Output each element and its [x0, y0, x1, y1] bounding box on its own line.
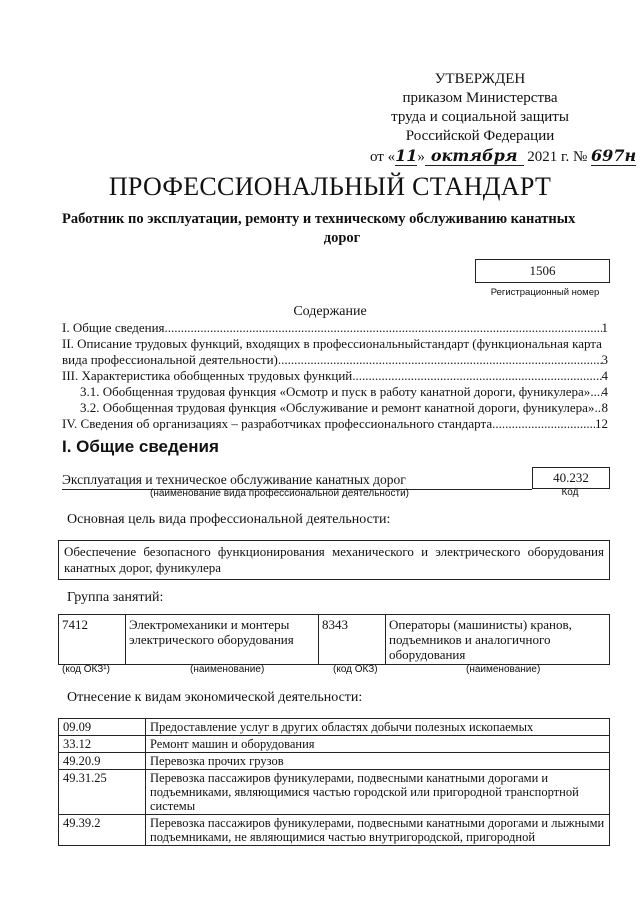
okved-name: Ремонт машин и оборудования [146, 736, 610, 753]
okz-code: 8343 [319, 615, 386, 665]
okved-code: 49.20.9 [59, 753, 146, 770]
table-row [59, 815, 610, 846]
registration-number: 1506 [475, 259, 610, 283]
table-of-contents [62, 320, 608, 432]
okved-table [58, 718, 610, 846]
toc-item[interactable]: 3.2. Обобщенная трудовая функция «Обслуживание и ремонт канатной дороги, фуникулера» ..... 8 [62, 400, 608, 416]
table-row [59, 719, 610, 736]
approval-line-3: труда и социальной защиты [391, 109, 569, 125]
toc-item[interactable]: IV. Сведения об организациях – разработчиках профессионального стандарта ..... 12 [62, 416, 608, 432]
standard-name: Работник по эксплуатации, ремонту и техническому обслуживанию канатных дорог [62, 211, 576, 246]
handwritten-day: 11 [395, 146, 418, 165]
okz-name: Операторы (машинисты) кранов, подъемников и аналогичного оборудования [386, 615, 610, 665]
toc-item[interactable]: 3.1. Обобщенная трудовая функция «Осмотр и пуск в работу канатной дороги, фуникулера» ..... 4 [62, 384, 608, 400]
document-title: ПРОФЕССИОНАЛЬНЫЙ СТАНДАРТ [108, 172, 552, 201]
okz-name: Электромеханики и монтеры электрического оборудования [126, 615, 319, 665]
okz-name-label: (наименование) [190, 664, 265, 675]
approval-line-4: Российской Федерации [405, 128, 555, 144]
okz-code: 7412 [59, 615, 126, 665]
handwritten-month: октября [425, 146, 524, 166]
occupation-group-table [58, 614, 610, 665]
group-heading: Группа занятий: [67, 590, 164, 605]
okved-name: Предоставление услуг в других областях добычи полезных ископаемых [146, 719, 610, 736]
activity-name: Эксплуатация и техническое обслуживание канатных дорог [62, 472, 532, 490]
approval-date: от «11» октября 2021 г. № 697н [370, 146, 637, 165]
okved-name: Перевозка пассажиров фуникулерами, подвесными канатными дорогами и лыжными подъемниками, не являющимися частью внутригородской, пригородной [146, 815, 610, 846]
goal-text: Обеспечение безопасного функционирования механического и электрического оборудования канатных дорог, фуникулера [58, 540, 610, 580]
table-row [59, 615, 610, 665]
activity-code: 40.232 [532, 467, 610, 489]
approval-block [350, 70, 637, 167]
okved-name: Перевозка прочих грузов [146, 753, 610, 770]
table-row [59, 770, 610, 815]
toc-item[interactable]: II. Описание трудовых функций, входящих в профессиональныйстандарт (функциональная карта [62, 336, 602, 351]
okved-code: 33.12 [59, 736, 146, 753]
approval-line-1: УТВЕРЖДЕН [434, 71, 526, 87]
okved-code: 49.39.2 [59, 815, 146, 846]
activity-label: (наименование вида профессиональной деятельности) [150, 488, 409, 499]
okved-heading: Отнесение к видам экономической деятельности: [67, 690, 363, 705]
code-label: Код [561, 487, 579, 498]
goal-heading: Основная цель вида профессиональной деятельности: [67, 512, 391, 527]
table-row [59, 753, 610, 770]
registration-label: Регистрационный номер [490, 287, 600, 298]
handwritten-number: 697н [591, 146, 637, 165]
table-row [59, 736, 610, 753]
okved-name: Перевозка пассажиров фуникулерами, подвесными канатными дорогами и подъемниками, являющимися частью городской или пригородной транспортной системы [146, 770, 610, 815]
approval-line-2: приказом Министерства [402, 90, 558, 106]
okved-code: 49.31.25 [59, 770, 146, 815]
okz-name-label-2: (наименование) [466, 664, 541, 675]
okz-code-label-2: (код ОКЗ) [333, 664, 378, 675]
okz-code-label: (код ОКЗ¹) [62, 664, 110, 675]
toc-item[interactable]: III. Характеристика обобщенных трудовых функций ..... 4 [62, 368, 608, 384]
toc-item[interactable]: вида профессиональной деятельности) ..... 3 [62, 352, 608, 368]
toc-item[interactable]: I. Общие сведения ..... 1 [62, 320, 608, 336]
okved-code: 09.09 [59, 719, 146, 736]
toc-heading: Содержание [293, 304, 367, 319]
section-heading: I. Общие сведения [62, 437, 219, 456]
